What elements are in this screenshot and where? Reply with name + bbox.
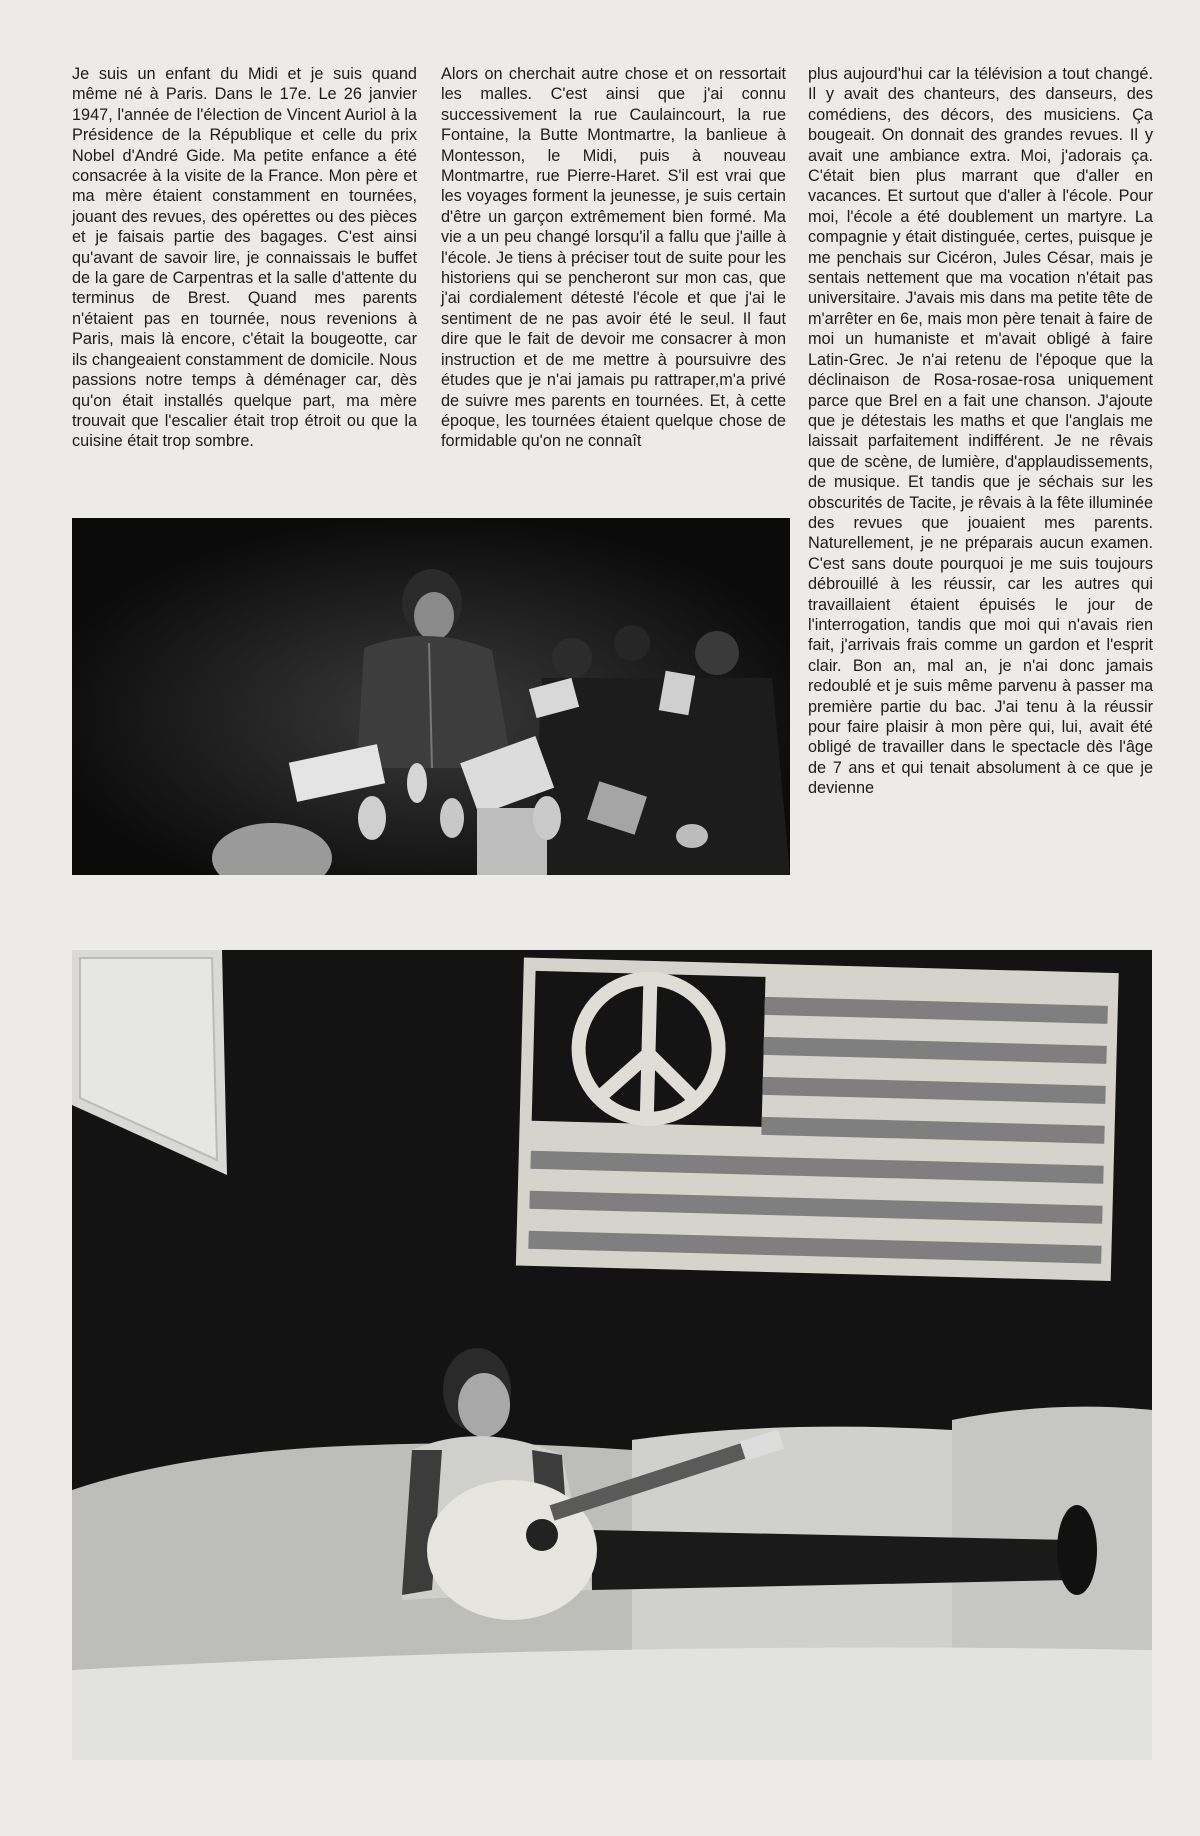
photo-musician-with-guitar (72, 950, 1152, 1760)
article-column-2: Alors on cherchait autre chose et on ressortait les malles. C'est ainsi que j'ai connu successivement la rue Caulaincourt, la rue Fontaine, la Butte Montmartre, la banlieue à Montesson, le Midi, puis à nouveau Montmartre, rue Pierre-Haret. S'il est vrai que les voyages forment la jeunesse, je suis certain d'être un garçon extrêmement bien formé. Ma vie a un peu changé lorsqu'il a fallu que j'aille à l'école. Je tiens à préciser tout de suite pour les historiens qui se pencheront sur mon cas, que j'ai cordialement détesté l'école et que j'ai le sentiment de ne pas avoir été le seul. Il faut dire que le fait de devoir me consacrer à mon instruction et de me mettre à poursuivre des études que je n'ai jamais pu rattraper,m'a privé de suivre mes parents en tournées. Et, à cette époque, les tournées étaient quelque chose de formidable qu'on ne connaît (441, 65, 786, 451)
article-column-1: Je suis un enfant du Midi et je suis quand même né à Paris. Dans le 17e. Le 26 janvier 1947, l'année de l'élection de Vincent Auriol à la Présidence de la République et celle du prix Nobel d'André Gide. Ma petite enfance a été consacrée à la visite de la France. Mon père et ma mère étaient constamment en tournées, jouant des revues, des opérettes ou des pièces et je faisais partie des bagages. C'est ainsi qu'avant de savoir lire, je connaissais le buffet de la gare de Carpentras et la salle d'attente du terminus de Brest. Quand mes parents n'étaient pas en tournée, nous revenions à Paris, mais là encore, c'était la bougeotte, car ils changeaient constamment de domicile. Nous passions notre temps à déménager car, dès qu'on était installés quelque part, ma mère trouvait que l'escalier était trop étroit ou que la cuisine était trop sombre. (72, 65, 417, 451)
photo-autograph-signing (72, 518, 790, 875)
article-column-3: plus aujourd'hui car la télévision a tout changé. Il y avait des chanteurs, des danseurs, des comédiens, des décors, des musiciens. Ça bougeait. On donnait des grandes revues. Il y avait une ambiance extra. Moi, j'adorais ça. C'était bien plus marrant que d'aller en vacances. Et surtout que d'aller à l'école. Pour moi, l'école a été doublement un martyre. La compagnie y était distinguée, certes, puisque je me penchais sur Cicéron, Jules César, mais je sentais nettement que ma vocation n'était pas universitaire. J'avais mis dans ma petite tête de m'arrêter en 6e, mais mon père tenait à faire de moi un humaniste et m'avait obligé à faire Latin-Grec. Je n'ai retenu de l'époque que la déclinaison de Rosa-rosae-rosa uniquement parce que Brel en a fait une chanson. J'ajoute que je détestais les maths et que l'anglais me laissait parfaitement indifférent. Je ne rêvais que de scène, de lumière, d'applaudissements, de musique. Et tandis que je séchais sur les obscurités de Tacite, je rêvais à la fête illuminée des revues que jouaient mes parents. Naturellement, je ne préparais aucun examen. C'est sans doute pourquoi je me suis toujours débrouillé à les réussir, car les autres qui travaillaient étaient épuisés le jour de l'interrogation, tandis que moi qui n'avais rien fait, j'arrivais frais comme un gardon et l'esprit clair. Bon an, mal an, je n'ai donc jamais redoublé et je suis même parvenu à passer ma première partie du bac. J'ai tenu à la réussir pour faire plaisir à mon père qui, lui, avait été obligé de travailler dans le spectacle dès l'âge de 7 ans et qui tenait absolument à ce que je devienne (808, 65, 1153, 798)
peace-flag (516, 958, 1119, 1281)
